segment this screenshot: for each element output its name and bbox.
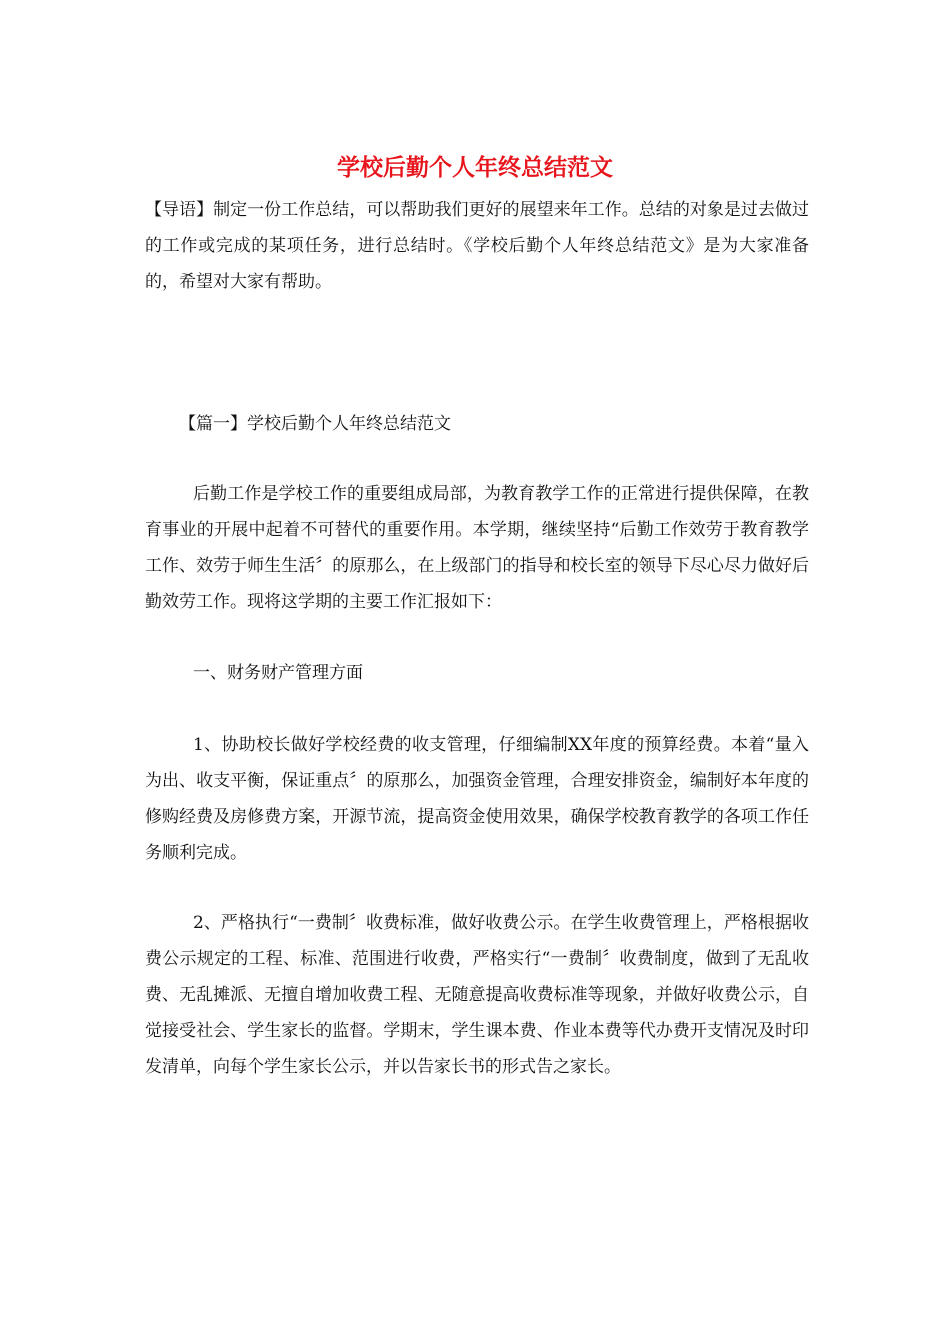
section-heading-1: 一、财务财产管理方面 (193, 663, 363, 683)
body-paragraph-3: 2、严格执行“一费制〞收费标准，做好收费公示。在学生收费管理上，严格根据收费公示规定的工程、标准、范围进行收费，严格实行“一费制〞收费制度，做到了无乱收费、无乱摊派、无擅自增加收费工程、无随意提高收费标准等现象，并做好收费公示，自觉接受社会、学生家长的监督。学期末，学生课本费、作业本费等代办费开支情况及时印发清单，向每个学生家长公示，并以告家长书的形式告之家长。 (145, 913, 809, 1077)
section-title: 【篇一】学校后勤个人年终总结范文 (179, 414, 451, 434)
body-paragraph-1: 后勤工作是学校工作的重要组成局部，为教育教学工作的正常进行提供保障，在教育事业的开展中起着不可替代的重要作用。本学期，继续坚持“后勤工作效劳于教育教学工作、效劳于师生生活〞的原那么，在上级部门的指导和校长室的领导下尽心尽力做好后勤效劳工作。现将这学期的主要工作汇报如下： (145, 484, 809, 612)
body-paragraph-2: 1、协助校长做好学校经费的收支管理，仔细编制XX年度的预算经费。本着“量入为出、收支平衡，保证重点〞的原那么，加强资金管理，合理安排资金，编制好本年度的修购经费及房修费方案，开源节流，提高资金使用效果，确保学校教育教学的各项工作任务顺利完成。 (145, 735, 809, 863)
intro-paragraph: 【导语】制定一份工作总结，可以帮助我们更好的展望来年工作。总结的对象是过去做过的工作或完成的某项任务，进行总结时。《学校后勤个人年终总结范文》是为大家准备的，希望对大家有帮助。 (145, 200, 809, 292)
document-title: 学校后勤个人年终总结范文 (337, 154, 613, 181)
